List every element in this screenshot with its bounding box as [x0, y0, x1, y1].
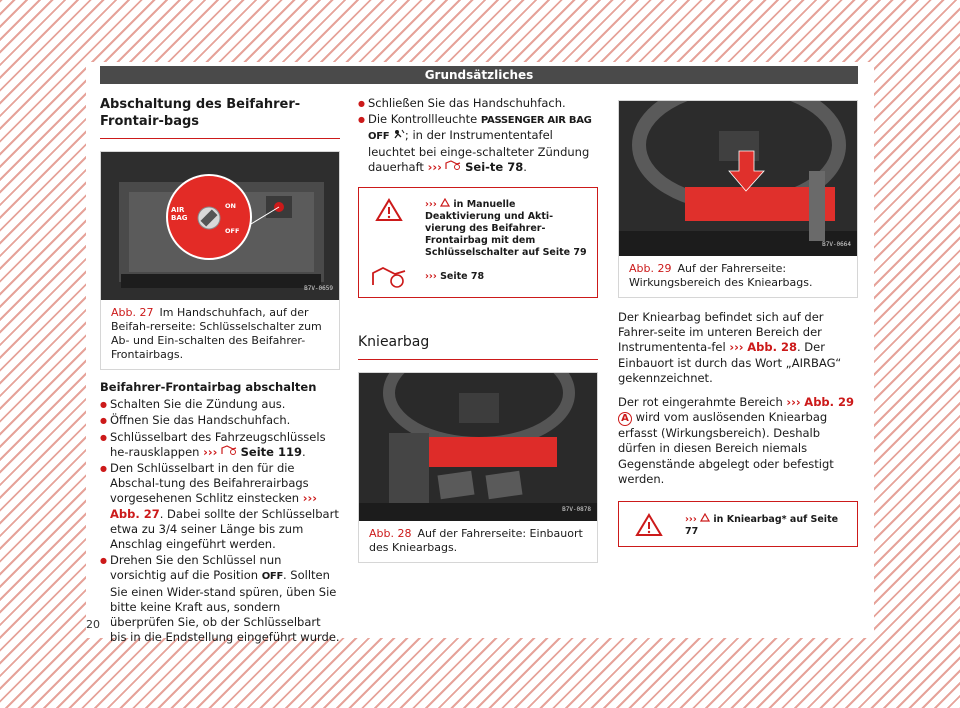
figure-27 — [100, 151, 340, 370]
paragraph-text: Der Kniearbag befindet sich auf der Fahrer-seite im unteren Bereich der Instrumententa-fel — [618, 310, 824, 355]
warning-row — [369, 198, 587, 259]
bullet-text: in der Instrumententafel leuchtet bei einge-schalteter Zündung dauerhaft — [368, 128, 590, 174]
figure-reference-link[interactable]: Abb. 28 — [747, 340, 797, 355]
double-chevron-icon: ››› — [302, 491, 317, 506]
bullet-text: . Dabei sollte der Schlüsselbart etwa zu 3/4 seiner Länge bis zum Anschlag eingeführt werden. — [110, 506, 339, 552]
figure-caption-text: Im Handschuhfach, auf der Beifah-rerseite: Schlüsselschalter zum Ab- und Ein-schalten des Beifahrer-Frontairbags. — [111, 306, 322, 361]
figure-reference-link[interactable]: Abb. 29 — [804, 395, 855, 410]
column-3 — [618, 100, 858, 547]
paragraph-text: . Der Einbauort ist durch das Wort „AIRBAG“ gekennzeichnet. — [618, 340, 842, 385]
section-heading-kneeairbag: Kniearbag — [358, 334, 598, 360]
knee-airbag-zone-photo — [619, 101, 857, 256]
knee-airbag-photo — [359, 373, 597, 521]
figure-caption — [619, 256, 857, 297]
figure-29 — [618, 100, 858, 298]
figure-caption-text: Auf der Fahrerseite: Einbauort des Kniearbags. — [369, 527, 583, 555]
double-chevron-icon: ››› — [786, 395, 801, 410]
knee-airbag-illustration — [359, 373, 597, 521]
figure-reference-link[interactable]: Abb. 27 — [110, 506, 160, 521]
page-header: Grundsätzliches — [100, 66, 858, 84]
bullet-text: Den Schlüsselbart in den für die Abschal-tung des Beifahrerairbags vorgesehenen Schlitz einstecken — [110, 461, 309, 506]
warning-triangle-icon — [629, 513, 669, 537]
double-chevron-icon: ››› — [425, 271, 437, 283]
warning-text — [425, 198, 587, 259]
book-reference-icon — [445, 160, 461, 171]
airbag-off-icon — [393, 129, 405, 139]
warning-text — [685, 513, 847, 538]
switch-label-bag: BAG — [171, 214, 188, 222]
bullet-item — [100, 461, 340, 552]
glovebox-photo — [101, 152, 339, 300]
page-reference-link[interactable]: Sei-te 78 — [465, 159, 524, 174]
switch-label-air: AIR — [171, 206, 185, 214]
warning-box — [618, 501, 858, 547]
glovebox-illustration — [101, 152, 339, 300]
double-chevron-icon: ››› — [203, 444, 218, 459]
bullet-text: Öffnen Sie das Handschuhfach. — [110, 413, 291, 428]
double-chevron-icon: ››› — [685, 513, 697, 525]
bullet-text: . Sollten Sie einen Wider-stand spüren, üben Sie bitte keine Kraft aus, sondern überprüfen Sie, ob der Schlüsselbart bis in die Endstellung eingeführt wurde. — [110, 568, 340, 645]
bullet-item — [100, 553, 340, 645]
double-chevron-icon: ››› — [427, 159, 442, 174]
warning-reference-link[interactable]: in Manuelle Deaktivierung und Akti-vierung des Beifahrer-Frontairbag mit dem Schlüsselschalter auf Seite 79 — [425, 199, 587, 259]
knee-airbag-zone-illustration — [619, 101, 857, 256]
bullet-item: ● Schlüsselbart des Fahrzeugschlüssels he-rausklappen ››› Seite 119. — [100, 430, 340, 460]
page-reference-link[interactable]: Seite 119 — [240, 444, 302, 459]
double-chevron-icon: ››› — [425, 199, 437, 211]
column-2 — [358, 96, 598, 563]
book-reference-icon — [369, 265, 409, 289]
bullet-item — [358, 96, 598, 111]
section-heading-airbag-off: Abschaltung des Beifahrer-Frontair-bags — [100, 96, 340, 139]
paragraph-text: wird vom auslösenden Kniearbag erfasst (Wirkungsbereich). Deshalb dürfen in diesen Bereich niemals Gegenstände abgelegt oder befestigt werden. — [618, 410, 834, 486]
bullet-text: Schließen Sie das Handschuhfach. — [368, 96, 566, 110]
off-position-symbol: OFF — [261, 571, 283, 583]
warning-row — [629, 512, 847, 538]
figure-caption-text: Auf der Fahrerseite: Wirkungsbereich des Kniearbags. — [629, 262, 813, 289]
bullet-text: Schalten Sie die Zündung aus. — [110, 397, 286, 412]
warning-triangle-icon — [440, 198, 450, 207]
callout-badge: A — [618, 412, 632, 426]
bullet-text: Schlüsselbart des Fahrzeugschlüssels he-rausklappen — [110, 429, 326, 459]
warning-box — [358, 187, 598, 298]
figure-caption — [359, 521, 597, 562]
bullet-item — [100, 413, 340, 428]
book-reference-icon — [221, 445, 237, 456]
note-row — [369, 265, 587, 289]
warning-triangle-icon — [369, 198, 409, 222]
switch-label-off: OFF — [225, 227, 240, 235]
note-text — [425, 271, 484, 283]
warning-reference-link[interactable]: in Kniearbag* auf Seite 77 — [685, 513, 839, 537]
double-chevron-icon: ››› — [729, 340, 744, 355]
warning-lamp-text: PASSENGER AIR BAG OFF — [368, 115, 592, 143]
figure-label: Abb. 27 — [111, 306, 154, 319]
bullet-item: ● Die Kontrollleuchte PASSENGER AIR BAG OFF ; in der Instrumententafel leuchtet bei einge-schalteter Zündung dauerhaft ››› Sei-te 78. — [358, 112, 598, 175]
figure-label: Abb. 29 — [629, 262, 672, 275]
paragraph — [618, 395, 858, 487]
image-id: B7V-0659 — [304, 284, 333, 292]
figure-caption — [101, 300, 339, 369]
warning-triangle-icon — [700, 513, 710, 522]
bullet-text: Die Kontrollleuchte — [368, 112, 478, 127]
bullet-text: . — [523, 159, 527, 174]
page-number: 20 — [86, 618, 100, 631]
switch-label-on: ON — [225, 202, 236, 210]
paragraph — [618, 310, 858, 386]
column-1 — [100, 96, 340, 646]
bullet-item — [100, 397, 340, 412]
subheading: Beifahrer-Frontairbag abschalten — [100, 380, 317, 394]
image-id: B7V-0664 — [822, 240, 851, 248]
note-reference-link[interactable]: Seite 78 — [440, 271, 485, 283]
figure-28 — [358, 372, 598, 563]
bullet-text: Drehen Sie den Schlüssel nun vorsichtig auf die Position — [110, 553, 282, 583]
paragraph-text: Der rot eingerahmte Bereich — [618, 395, 783, 410]
figure-label: Abb. 28 — [369, 527, 412, 541]
image-id: B7V-0878 — [562, 505, 591, 513]
